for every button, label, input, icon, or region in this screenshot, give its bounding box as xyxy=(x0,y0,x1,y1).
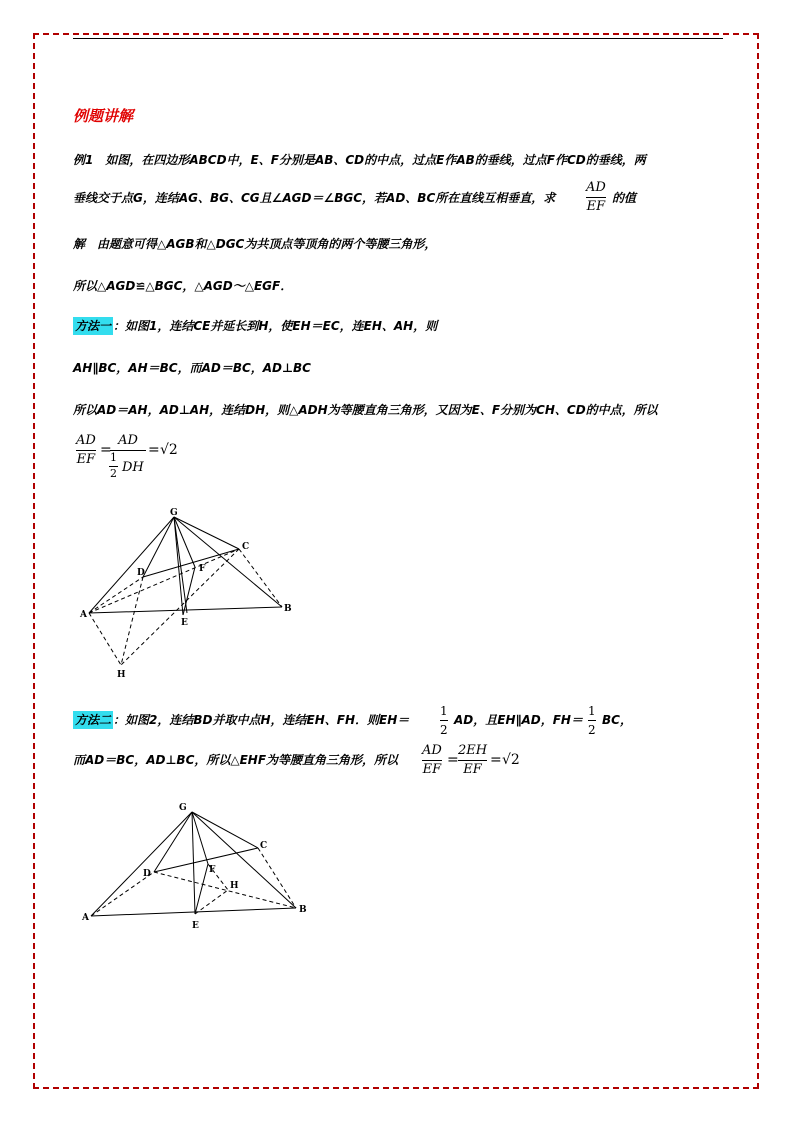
label-f: F xyxy=(209,865,216,875)
method1-line-3: 所以AD＝AH，AD⊥AH，连结DH，则△ADH为等腰直角三角形，又因为E、F分别为CH、CD的中点，所以 xyxy=(73,403,658,417)
segment-ab xyxy=(89,607,282,613)
equals-sign: = xyxy=(148,442,160,458)
label-b: B xyxy=(284,604,292,614)
label-c: C xyxy=(242,542,250,552)
method2-line-1 xyxy=(73,712,409,728)
fraction-denominator: EF xyxy=(422,762,442,777)
segment-fe xyxy=(183,567,195,615)
method2-line-1-end: BC， xyxy=(602,713,632,727)
fraction-bar xyxy=(586,197,606,198)
method1-line-2: AH∥BC，AH＝BC，而AD＝BC，AD⊥BC xyxy=(73,361,311,375)
segment-ga xyxy=(91,812,192,916)
segment-fe xyxy=(195,864,208,914)
method1-tag: 方法一 xyxy=(75,319,112,333)
method2-half-1 xyxy=(440,703,448,738)
fraction-numerator: AD xyxy=(76,433,96,448)
half-denominator: 2 xyxy=(110,467,117,480)
segment-dh xyxy=(121,577,143,665)
fraction-bar xyxy=(76,450,96,451)
problem-line-2-end: 的值 xyxy=(612,191,637,205)
label-h: H xyxy=(117,670,126,680)
label-g: G xyxy=(179,803,187,813)
problem-line-1: 例1 如图，在四边形ABCD中，E、F分别是AB、CD的中点，过点E作AB的垂线，过点F作CD的垂线，两 xyxy=(73,153,646,167)
equals-sign: = xyxy=(100,442,112,458)
label-e: E xyxy=(181,618,188,628)
segment-gd xyxy=(154,812,192,872)
fraction-numerator: AD xyxy=(118,433,138,448)
figure-2 xyxy=(78,798,318,938)
dh-term: DH xyxy=(122,460,144,475)
label-c: C xyxy=(260,841,268,851)
method2-line-2: 而AD＝BC，AD⊥BC，所以△EHF为等腰直角三角形，所以 xyxy=(73,753,399,767)
fraction-bar xyxy=(458,760,487,761)
segment-dc xyxy=(154,848,258,872)
method1-fraction-1 xyxy=(76,433,96,468)
equals-sign: = xyxy=(447,752,459,768)
fraction-numerator: 2EH xyxy=(458,743,488,758)
method1-line-1 xyxy=(73,318,437,334)
fraction-denominator: EF xyxy=(76,452,96,467)
fraction-numerator: 1 xyxy=(588,704,596,718)
label-f: F xyxy=(199,564,206,574)
method1-result: √2 xyxy=(160,442,178,458)
fraction-numerator: AD xyxy=(422,743,442,758)
half-numerator: 1 xyxy=(110,451,117,464)
problem-fraction xyxy=(586,180,606,215)
label-d: D xyxy=(137,568,145,578)
segment-ac xyxy=(89,549,239,613)
equals-sign: = xyxy=(490,752,502,768)
fraction-bar xyxy=(440,720,448,721)
label-a: A xyxy=(80,610,87,620)
fraction-denominator: 2 xyxy=(440,723,448,737)
fraction-numerator: 1 xyxy=(440,704,448,718)
problem-line-2: 垂线交于点G，连结AG、BG、CG且∠AGD＝∠BGC，若AD、BC所在直线互相垂直，求 xyxy=(73,191,556,205)
figure-1 xyxy=(75,505,305,685)
label-h: H xyxy=(230,881,239,891)
method2-fraction-2 xyxy=(458,743,487,778)
segment-db xyxy=(154,872,296,908)
segment-ga xyxy=(89,517,174,613)
label-e: E xyxy=(192,921,199,931)
label-a: A xyxy=(82,913,89,923)
label-g: G xyxy=(170,508,178,518)
fraction-numerator: AD xyxy=(586,180,606,195)
method2-line-1-mid: AD，且EH∥AD，FH＝ xyxy=(454,713,583,727)
solution-line-2: 所以△AGD≌△BGC，△AGD～△EGF． xyxy=(73,279,293,293)
segment-cb xyxy=(239,549,282,607)
label-b: B xyxy=(299,905,307,915)
fraction-denominator: 2 xyxy=(588,723,596,737)
segment-dc xyxy=(143,549,239,577)
method1-line-1-text: ：如图1，连结CE并延长到H，使EH＝EC，连EH、AH，则 xyxy=(113,319,438,333)
method2-tag: 方法二 xyxy=(75,713,112,727)
method2-result: √2 xyxy=(502,752,520,768)
label-d: D xyxy=(143,869,151,879)
method1-fraction-2 xyxy=(110,433,146,484)
method2-fraction-1 xyxy=(422,743,442,778)
fraction-denominator: EF xyxy=(463,762,482,777)
method2-line-1-text: ：如图2，连结BD并取中点H，连结EH、FH．则EH＝ xyxy=(113,713,410,727)
section-heading: 例题讲解 xyxy=(73,107,134,125)
header-rule xyxy=(73,38,723,39)
fraction-denominator xyxy=(110,452,146,484)
fraction-denominator: EF xyxy=(586,199,606,214)
fraction-bar xyxy=(588,720,596,721)
fraction-bar xyxy=(422,760,442,761)
method2-half-2 xyxy=(588,703,596,738)
solution-line-1: 解 由题意可得△AGB和△DGC为共顶点等顶角的两个等腰三角形， xyxy=(73,237,437,251)
segment-ah xyxy=(89,613,121,665)
segment-gb xyxy=(174,517,282,607)
segment-ab xyxy=(91,908,296,916)
